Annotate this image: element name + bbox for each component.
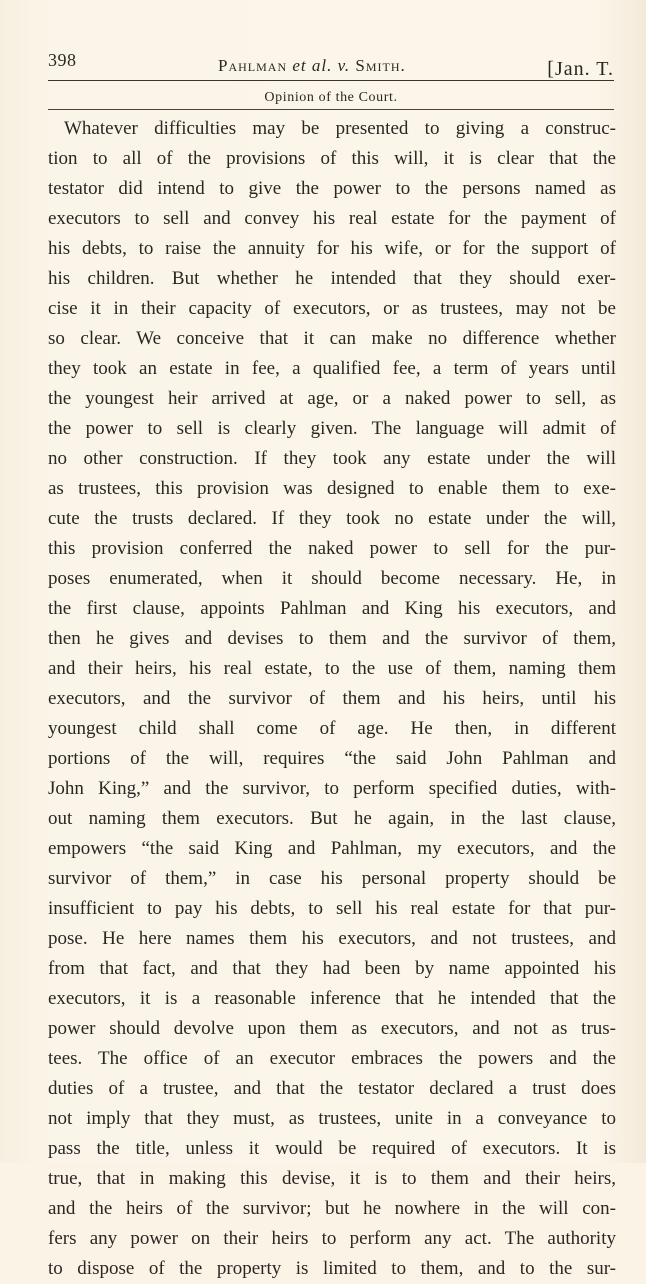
text-line: no other construction. If they took any estate under the will [48, 448, 616, 469]
text-line: and the heirs of the survivor; but he nowhere in the will con- [48, 1198, 616, 1219]
running-head [48, 50, 614, 84]
text-line: executors to sell and convey his real estate for the payment of [48, 208, 616, 229]
text-line: executors, and the survivor of them and his heirs, until his [48, 688, 616, 709]
case-title-main: Pahlman [218, 56, 288, 75]
header-rule [48, 80, 614, 81]
text-line: this provision conferred the naked power to sell for the pur- [48, 538, 616, 559]
text-line: power should devolve upon them as executors, and not as trus- [48, 1018, 616, 1039]
text-line: duties of a trustee, and that the testator declared a trust does [48, 1078, 616, 1099]
text-line: the first clause, appoints Pahlman and King his executors, and [48, 598, 616, 619]
text-line: cute the trusts declared. If they took no estate under the will, [48, 508, 616, 529]
case-title-party: Smith. [355, 56, 406, 75]
text-line: true, that in making this devise, it is to them and their heirs, [48, 1168, 616, 1189]
text-line: and their heirs, his real estate, to the use of them, naming them [48, 658, 616, 679]
text-line: insufficient to pay his debts, to sell his real estate for that pur- [48, 898, 616, 919]
case-title-etal: et al. v. [292, 56, 351, 75]
text-line: the youngest heir arrived at age, or a naked power to sell, as [48, 388, 616, 409]
text-line: portions of the will, requires “the said John Pahlman and [48, 748, 616, 769]
text-line: youngest child shall come of age. He then, in different [48, 718, 616, 739]
text-line: tees. The office of an executor embraces the powers and the [48, 1048, 616, 1069]
text-line: the power to sell is clearly given. The language will admit of [48, 418, 616, 439]
text-line: fers any power on their heirs to perform any act. The authority [48, 1228, 616, 1249]
text-line: empowers “the said King and Pahlman, my executors, and the [48, 838, 616, 859]
text-line: pose. He here names them his executors, and not trustees, and [48, 928, 616, 949]
section-rule [48, 109, 614, 110]
opinion-body [48, 114, 616, 1284]
text-line: cise it in their capacity of executors, or as trustees, may not be [48, 298, 616, 319]
term-label: [Jan. T. [547, 58, 614, 80]
text-line: pass the title, unless it would be required of executors. It is [48, 1138, 616, 1159]
section-label: Opinion of the Court. [264, 90, 398, 105]
text-line: testator did intend to give the power to the persons named as [48, 178, 616, 199]
text-line: his debts, to raise the annuity for his wife, or for the support of [48, 238, 616, 259]
text-line: poses enumerated, when it should become necessary. He, in [48, 568, 616, 589]
page-number: 398 [48, 50, 77, 70]
text-line: survivor of them,” in case his personal property should be [48, 868, 616, 889]
text-line: not imply that they must, as trustees, unite in a conveyance to [48, 1108, 616, 1129]
text-line: out naming them executors. But he again, in the last clause, [48, 808, 616, 829]
text-line: his children. But whether he intended that they should exer- [48, 268, 616, 289]
text-line: Whatever difficulties may be presented to giving a construc- [64, 118, 616, 139]
text-line: then he gives and devises to them and the survivor of them, [48, 628, 616, 649]
case-title [218, 56, 406, 76]
text-line: as trustees, this provision was designed to enable them to exe- [48, 478, 616, 499]
text-line: to dispose of the property is limited to them, and to the sur- [48, 1258, 616, 1279]
text-line: tion to all of the provisions of this will, it is clear that the [48, 148, 616, 169]
text-line: John King,” and the survivor, to perform specified duties, with- [48, 778, 616, 799]
text-line: so clear. We conceive that it can make no difference whether [48, 328, 616, 349]
text-line: from that fact, and that they had been by name appointed his [48, 958, 616, 979]
text-line: executors, it is a reasonable inference that he intended that the [48, 988, 616, 1009]
text-line: they took an estate in fee, a qualified fee, a term of years until [48, 358, 616, 379]
